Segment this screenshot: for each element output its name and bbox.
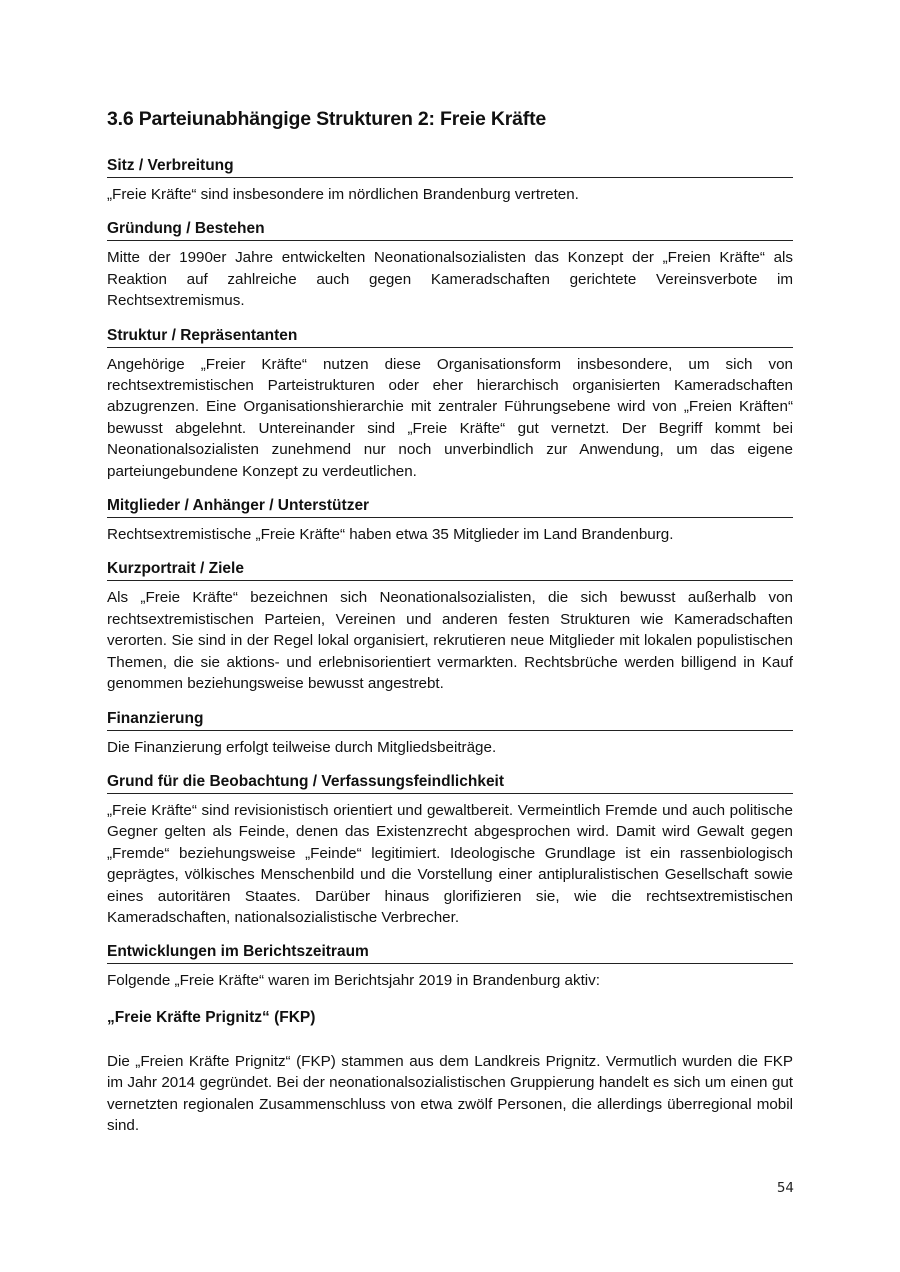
section-heading: Finanzierung [107, 709, 793, 731]
section-finanzierung [107, 709, 793, 758]
section-text: „Freie Kräfte“ sind revisionistisch orientiert und gewaltbereit. Vermeintlich Fremde und auch politische Gegner gelten als Feinde, denen das Existenzrecht abgesprochen wird. Damit wird Gewalt gegen „Fremde“ beziehungsweise „Feinde“ legitimiert. Ideologische Grundlage ist ein rassenbiologisch geprägtes, völkisches Menschenbild und die Vorstellung einer antipluralistischen Gesellschaft sowie eines autoritären Staates. Darüber hinaus glorifizieren sie, wie die rechtsextremistischen Kameradschaften, nationalsozialistische Verbrecher. [107, 801, 793, 926]
subsection-heading: „Freie Kräfte Prignitz“ (FKP) [107, 1008, 316, 1026]
section-text: Angehörige „Freier Kräfte“ nutzen diese Organisationsform insbesondere, um sich von rechtsextremistischen Parteistrukturen oder eher hierarchisch organisierten Kameradschaften abzugrenzen. Eine Organisationshierarchie mit zentraler Führungsebene wird von „Freien Kräften“ bewusst abgelehnt. Untereinander sind „Freie Kräfte“ gut vernetzt. Der Begriff kommt bei Neonationalsozialisten zunehmend nur noch unverbindlich zur Anwendung, um das eigene parteiungebundene Konzept zu verdeutlichen. [107, 355, 793, 480]
section-heading: Grund für die Beobachtung / Verfassungsfeindlichkeit [107, 772, 793, 794]
section-text: Die Finanzierung erfolgt teilweise durch Mitgliedsbeiträge. [107, 738, 497, 756]
section-heading: Kurzportrait / Ziele [107, 559, 793, 581]
section-mitglieder [107, 496, 793, 545]
section-text: „Freie Kräfte“ sind insbesondere im nördlichen Brandenburg vertreten. [107, 186, 579, 203]
section-text: Als „Freie Kräfte“ bezeichnen sich Neonationalsozialisten, die sich bewusst außerhalb von rechtsextremistischen Parteien, Vereinen und anderen festen Strukturen wie Kameradschaften verorten. Sie sind in der Regel lokal organisiert, rekrutieren neue Mitglieder mit lokalen populistischen Themen, die sie aktions- und erlebnisorientiert vermarkten. Rechtsbrüche werden billigend in Kauf genommen beziehungsweise bewusst angestrebt. [107, 589, 793, 693]
page-title: 3.6 Parteiunabhängige Strukturen 2: Freie Kräfte [107, 108, 547, 130]
section-sitz-verbreitung [107, 156, 793, 205]
section-kurzportrait-ziele [107, 559, 793, 694]
section-heading: Gründung / Bestehen [107, 219, 793, 241]
section-entwicklungen [107, 942, 793, 991]
subsection-text: Die „Freien Kräfte Prignitz“ (FKP) stammen aus dem Landkreis Prignitz. Vermutlich wurden die FKP im Jahr 2014 gegründet. Bei der neonationalsozialistischen Gruppierung handelt es sich um einen gut vernetzten regionalen Zusammenschluss von etwa zwölf Personen, die allerdings überregional mobil sind. [107, 1052, 793, 1134]
section-text: Mitte der 1990er Jahre entwickelten Neonationalsozialisten das Konzept der „Freien Kräfte“ als Reaktion auf zahlreiche auch gegen Kameradschaften gerichtete Vereinsverbote im Rechtsextremismus. [107, 249, 793, 310]
section-struktur-repraesentanten [107, 326, 793, 482]
section-heading: Entwicklungen im Berichtszeitraum [107, 942, 793, 964]
section-heading: Struktur / Repräsentanten [107, 326, 793, 348]
section-grund-beobachtung [107, 772, 793, 928]
page-content [107, 108, 793, 1136]
page-number: 54 [776, 1180, 794, 1196]
section-heading: Mitglieder / Anhänger / Unterstützer [107, 496, 793, 518]
section-text: Rechtsextremistische „Freie Kräfte“ haben etwa 35 Mitglieder im Land Brandenburg. [107, 526, 674, 544]
section-heading: Sitz / Verbreitung [107, 156, 793, 178]
section-gruendung-bestehen [107, 219, 793, 311]
section-text: Folgende „Freie Kräfte“ waren im Berichtsjahr 2019 in Brandenburg aktiv: [107, 972, 600, 990]
